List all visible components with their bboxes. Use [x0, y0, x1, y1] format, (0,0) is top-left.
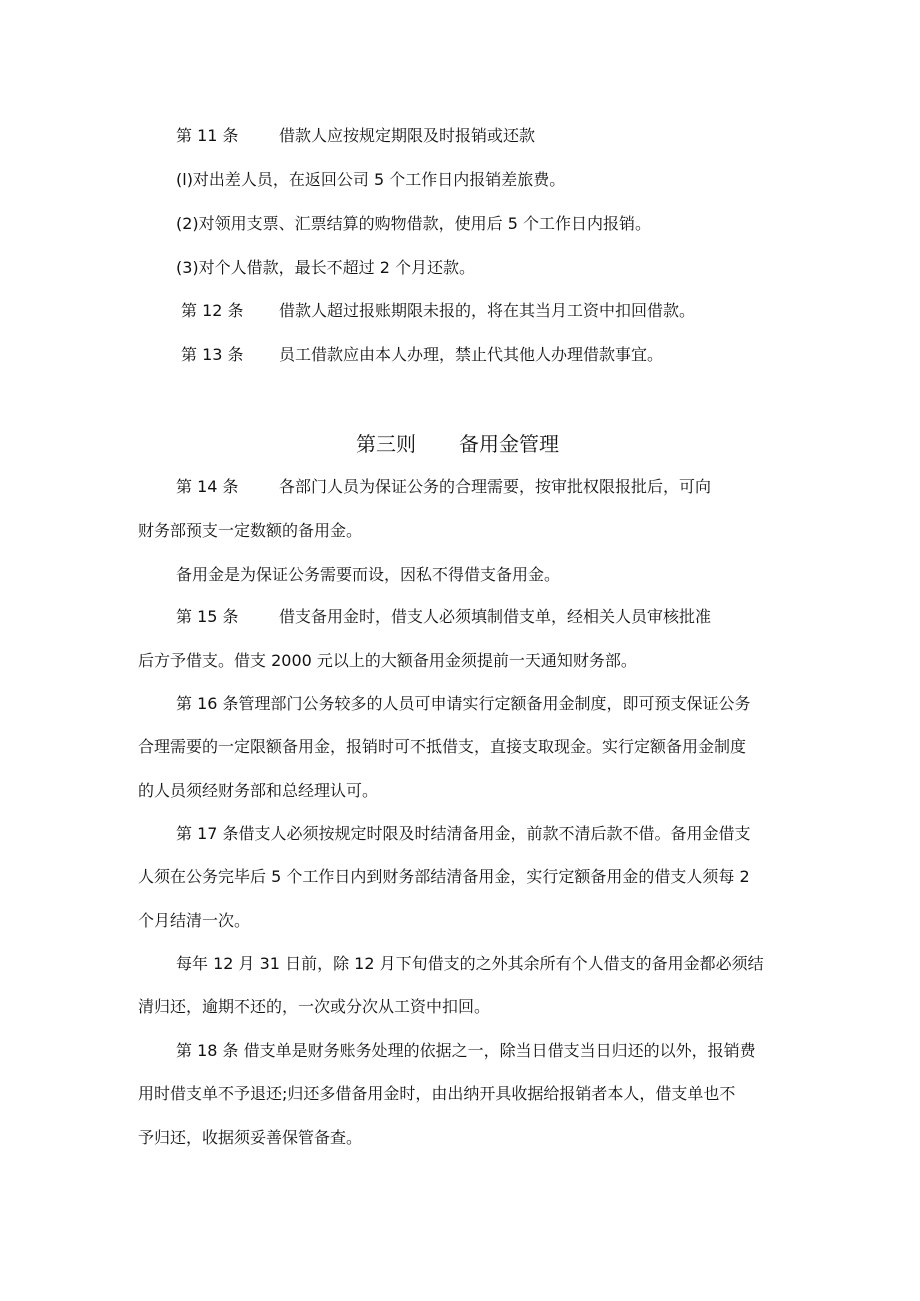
article-16-line-1: 第 16 条管理部门公务较多的人员可申请实行定额备用金制度，即可预支保证公务: [176, 694, 751, 713]
year-end-rule-line-1: 每年 12 月 31 日前，除 12 月下旬借支的之外其余所有个人借支的备用金都必须结: [176, 954, 764, 973]
article-11-item-1: (l)对出差人员，在返回公司 5 个工作日内报销差旅费。: [176, 170, 566, 189]
article-17-line-1: 第 17 条借支人必须按规定时限及时结清备用金，前款不清后款不借。备用金借支: [176, 824, 751, 843]
article-17-line-2: 人须在公务完毕后 5 个工作日内到财务部结清备用金，实行定额备用金的借支人须每 2: [138, 867, 750, 886]
section-number: 第三则: [356, 432, 416, 456]
article-13-label: 第 13 条: [181, 345, 244, 364]
article-14-label: 第 14 条: [176, 477, 239, 496]
article-14-note: 备用金是为保证公务需要而设，因私不得借支备用金。: [176, 565, 561, 584]
article-18-line-3: 予归还，收据须妥善保管备查。: [138, 1128, 363, 1147]
article-16-line-2: 合理需要的一定限额备用金，报销时可不抵借支，直接支取现金。实行定额备用金制度: [138, 737, 747, 756]
section-title: 备用金管理: [459, 432, 559, 456]
article-14-text-line-2: 财务部预支一定数额的备用金。: [138, 521, 363, 540]
article-17-line-3: 个月结清一次。: [138, 911, 251, 930]
year-end-rule-line-2: 清归还，逾期不还的，一次或分次从工资中扣回。: [138, 997, 491, 1016]
article-11-label: 第 11 条: [176, 126, 239, 145]
article-14-text-line-1: 各部门人员为保证公务的合理需要，按审批权限报批后，可向: [279, 477, 712, 496]
article-11-title: 借款人应按规定期限及时报销或还款: [279, 126, 536, 145]
article-18-line-1: 第 18 条 借支单是财务账务处理的依据之一，除当日借支当日归还的以外，报销费: [176, 1041, 756, 1060]
article-18-line-2: 用时借支单不予退还;归还多借备用金时，由出纳开具收据给报销者本人，借支单也不: [138, 1084, 736, 1103]
article-11-item-3: (3)对个人借款，最长不超过 2 个月还款。: [176, 258, 476, 277]
article-13-text: 员工借款应由本人办理，禁止代其他人办理借款事宜。: [279, 345, 664, 364]
article-12-label: 第 12 条: [181, 301, 244, 320]
article-16-line-3: 的人员须经财务部和总经理认可。: [138, 781, 379, 800]
article-15-label: 第 15 条: [176, 607, 239, 626]
article-15-text-line-1: 借支备用金时，借支人必须填制借支单，经相关人员审核批准: [279, 607, 712, 626]
article-15-text-line-2: 后方予借支。借支 2000 元以上的大额备用金须提前一天通知财务部。: [138, 651, 637, 670]
article-11-item-2: (2)对领用支票、汇票结算的购物借款，使用后 5 个工作日内报销。: [176, 214, 652, 233]
article-12-text: 借款人超过报账期限未报的，将在其当月工资中扣回借款。: [279, 301, 696, 320]
